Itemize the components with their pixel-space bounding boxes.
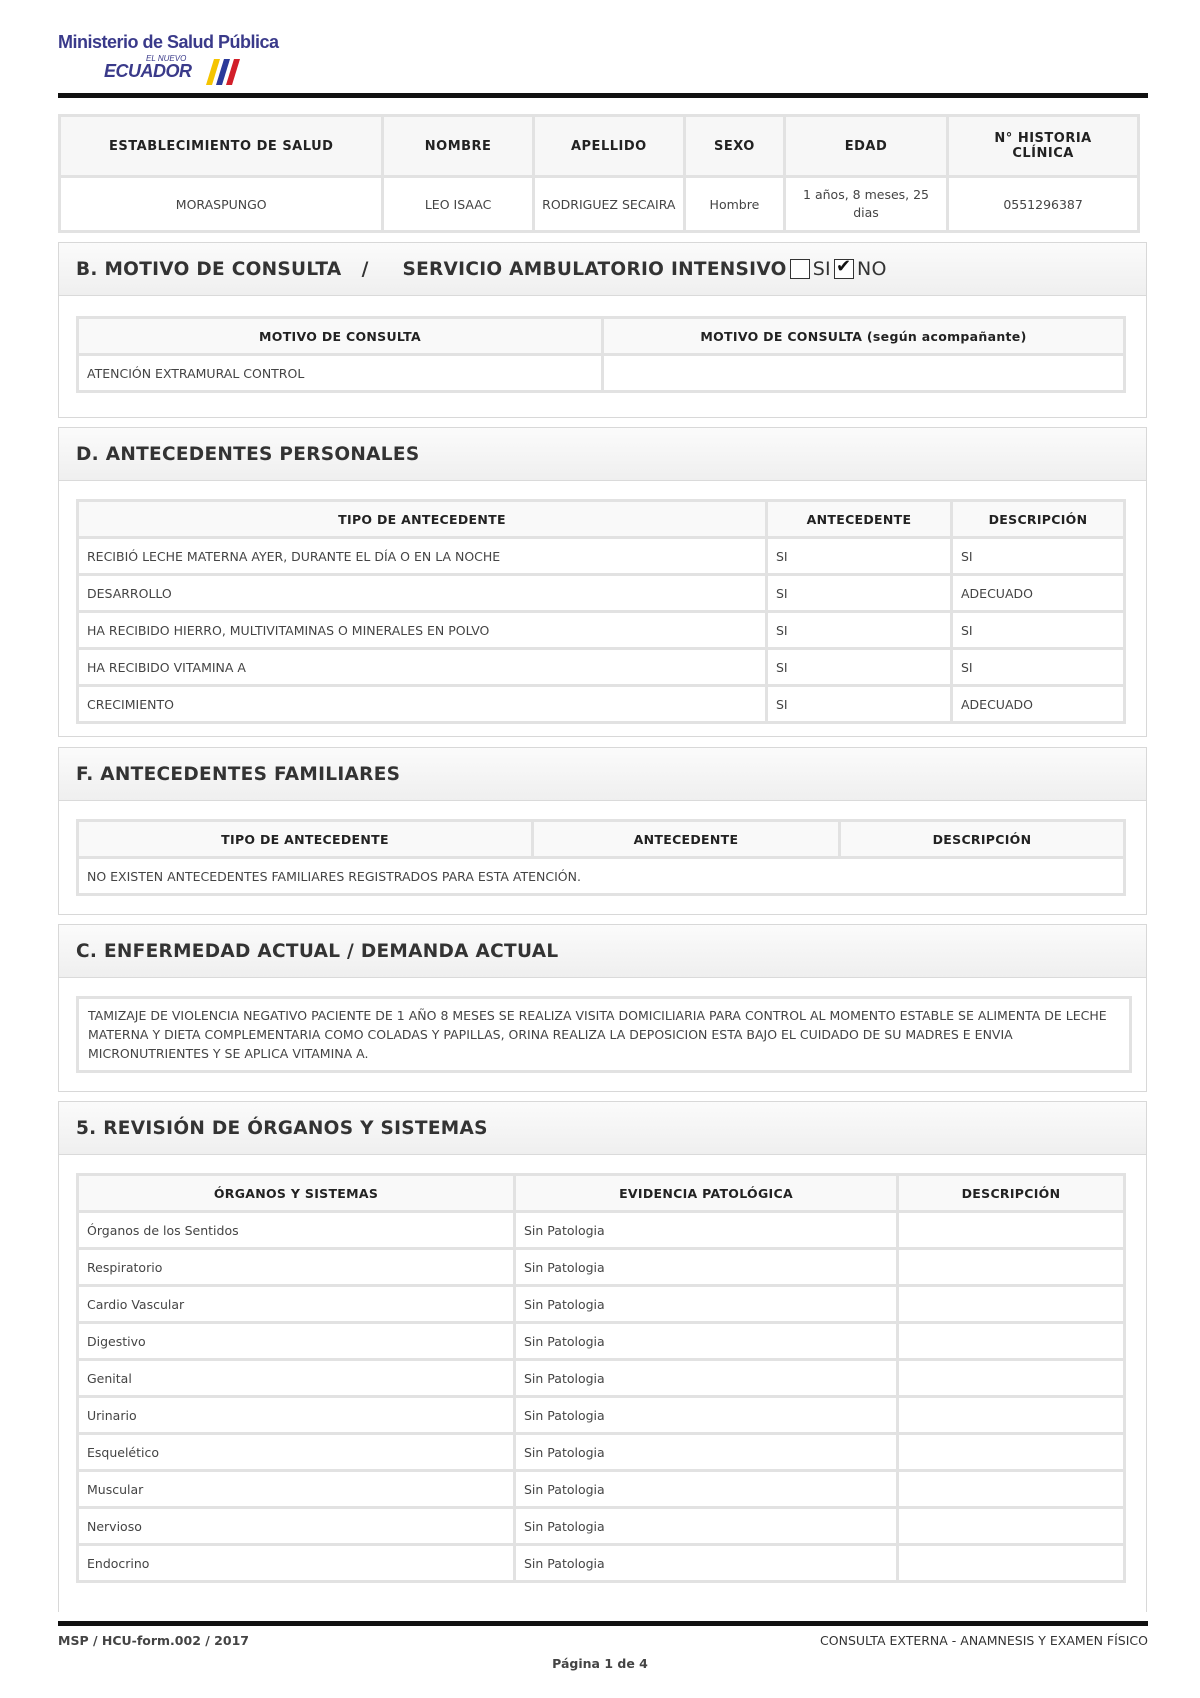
cell-tipo: DESARROLLO xyxy=(78,575,767,612)
antecedentes-familiares-table xyxy=(76,819,1126,896)
table-row xyxy=(78,1323,1125,1360)
patient-info-table xyxy=(58,114,1140,233)
col-tipo-antecedente: TIPO DE ANTECEDENTE xyxy=(78,821,533,858)
antecedentes-familiares-panel xyxy=(58,747,1147,915)
cell-antecedente: SI xyxy=(767,538,952,575)
table-row xyxy=(78,1545,1125,1582)
ministry-logo xyxy=(58,30,278,90)
cell-descripcion: SI xyxy=(952,649,1125,686)
value-establecimiento: MORASPUNGO xyxy=(60,177,383,232)
cell-organo: Nervioso xyxy=(78,1508,515,1545)
cell-descripcion xyxy=(898,1286,1125,1323)
enfermedad-actual-heading: C. ENFERMEDAD ACTUAL / DEMANDA ACTUAL xyxy=(59,925,1146,978)
cell-antecedente: SI xyxy=(767,612,952,649)
ministry-name: Ministerio de Salud Pública xyxy=(58,32,279,52)
header-sexo: SEXO xyxy=(684,116,784,177)
cell-descripcion: SI xyxy=(952,612,1125,649)
checkmark-icon: ✔ xyxy=(835,256,852,277)
cell-motivo-acompanante xyxy=(603,355,1125,392)
cell-evidencia: Sin Patologia xyxy=(515,1249,898,1286)
motivo-consulta-heading xyxy=(59,243,1146,296)
document-type: CONSULTA EXTERNA - ANAMNESIS Y EXAMEN FÍSICO xyxy=(820,1633,1148,1648)
cell-evidencia: Sin Patologia xyxy=(515,1545,898,1582)
antecedentes-familiares-heading: F. ANTECEDENTES FAMILIARES xyxy=(59,748,1146,801)
checkbox-si[interactable] xyxy=(790,259,810,279)
col-organos: ÓRGANOS Y SISTEMAS xyxy=(78,1175,515,1212)
motivo-consulta-table xyxy=(76,316,1126,393)
page-number: Página 1 de 4 xyxy=(552,1656,648,1671)
value-apellido: RODRIGUEZ SECAIRA xyxy=(533,177,684,232)
form-code: MSP / HCU-form.002 / 2017 xyxy=(58,1633,249,1648)
cell-organo: Urinario xyxy=(78,1397,515,1434)
empty-message: NO EXISTEN ANTECEDENTES FAMILIARES REGISTRADOS PARA ESTA ATENCIÓN. xyxy=(78,858,1125,895)
cell-organo: Órganos de los Sentidos xyxy=(78,1212,515,1249)
cell-descripcion xyxy=(898,1508,1125,1545)
header-edad: EDAD xyxy=(784,116,947,177)
header-historia-clinica: N° HISTORIA CLÍNICA xyxy=(948,116,1139,177)
revision-organos-heading: 5. REVISIÓN DE ÓRGANOS Y SISTEMAS xyxy=(59,1102,1146,1155)
cell-organo: Genital xyxy=(78,1360,515,1397)
col-descripcion: DESCRIPCIÓN xyxy=(952,501,1125,538)
table-row xyxy=(78,1212,1125,1249)
value-sexo: Hombre xyxy=(684,177,784,232)
table-row xyxy=(78,612,1125,649)
enfermedad-actual-text: TAMIZAJE DE VIOLENCIA NEGATIVO PACIENTE DE 1 AÑO 8 MESES SE REALIZA VISITA DOMICILIARIA PARA CONTROL AL MOMENTO ESTABLE SE ALIMENTA DE LECHE MATERNA Y DIETA COMPLEMENTARIA COMO COLADAS Y PAPILLAS, ORINA REALIZA LA DEPOSICION ESTA BAJO EL CUIDADO DE SU MADRES E ENVIA MICRONUTRIENTES Y SE APLICA VITAMINA A. xyxy=(76,996,1132,1073)
cell-descripcion xyxy=(898,1323,1125,1360)
cell-evidencia: Sin Patologia xyxy=(515,1323,898,1360)
table-row xyxy=(78,686,1125,723)
cell-organo: Cardio Vascular xyxy=(78,1286,515,1323)
col-motivo: MOTIVO DE CONSULTA xyxy=(78,318,603,355)
cell-descripcion xyxy=(898,1249,1125,1286)
header-establecimiento: ESTABLECIMIENTO DE SALUD xyxy=(60,116,383,177)
table-row xyxy=(78,649,1125,686)
option-no-label: NO xyxy=(856,258,887,280)
col-antecedente: ANTECEDENTE xyxy=(767,501,952,538)
option-si-label: SI xyxy=(812,258,831,280)
table-row xyxy=(78,1508,1125,1545)
table-row xyxy=(78,538,1125,575)
cell-organo: Muscular xyxy=(78,1471,515,1508)
col-evidencia: EVIDENCIA PATOLÓGICA xyxy=(515,1175,898,1212)
cell-descripcion xyxy=(898,1471,1125,1508)
cell-tipo: HA RECIBIDO VITAMINA A xyxy=(78,649,767,686)
header-nombre: NOMBRE xyxy=(383,116,533,177)
cell-motivo: ATENCIÓN EXTRAMURAL CONTROL xyxy=(78,355,603,392)
footer-rule xyxy=(58,1621,1148,1626)
cell-descripcion xyxy=(898,1212,1125,1249)
antecedentes-personales-table xyxy=(76,499,1126,724)
cell-organo: Respiratorio xyxy=(78,1249,515,1286)
cell-evidencia: Sin Patologia xyxy=(515,1508,898,1545)
cell-antecedente: SI xyxy=(767,575,952,612)
cell-descripcion: SI xyxy=(952,538,1125,575)
cell-descripcion: ADECUADO xyxy=(952,575,1125,612)
col-descripcion: DESCRIPCIÓN xyxy=(898,1175,1125,1212)
table-row xyxy=(78,1434,1125,1471)
cell-evidencia: Sin Patologia xyxy=(515,1471,898,1508)
header-rule xyxy=(58,93,1148,98)
col-descripcion: DESCRIPCIÓN xyxy=(840,821,1125,858)
cell-descripcion xyxy=(898,1360,1125,1397)
cell-evidencia: Sin Patologia xyxy=(515,1397,898,1434)
value-edad: 1 años, 8 meses, 25 dias xyxy=(784,177,947,232)
value-nombre: LEO ISAAC xyxy=(383,177,533,232)
logo-tagline: EL NUEVO xyxy=(146,54,187,63)
table-row xyxy=(78,1471,1125,1508)
cell-organo: Esquelético xyxy=(78,1434,515,1471)
flag-stripes-icon xyxy=(198,57,268,87)
table-row xyxy=(78,1360,1125,1397)
motivo-consulta-panel xyxy=(58,242,1147,418)
table-row xyxy=(78,1249,1125,1286)
cell-descripcion xyxy=(898,1434,1125,1471)
cell-antecedente: SI xyxy=(767,649,952,686)
table-row xyxy=(78,1286,1125,1323)
cell-evidencia: Sin Patologia xyxy=(515,1360,898,1397)
antecedentes-personales-heading: D. ANTECEDENTES PERSONALES xyxy=(59,428,1146,481)
cell-descripcion xyxy=(898,1397,1125,1434)
antecedentes-personales-panel xyxy=(58,427,1147,737)
cell-evidencia: Sin Patologia xyxy=(515,1434,898,1471)
cell-descripcion: ADECUADO xyxy=(952,686,1125,723)
logo-country: ECUADOR xyxy=(104,61,192,81)
cell-organo: Endocrino xyxy=(78,1545,515,1582)
table-row xyxy=(78,575,1125,612)
enfermedad-actual-panel xyxy=(58,924,1147,1092)
cell-tipo: HA RECIBIDO HIERRO, MULTIVITAMINAS O MINERALES EN POLVO xyxy=(78,612,767,649)
cell-descripcion xyxy=(898,1545,1125,1582)
revision-organos-panel xyxy=(58,1101,1147,1612)
table-row xyxy=(78,1397,1125,1434)
cell-organo: Digestivo xyxy=(78,1323,515,1360)
header-apellido: APELLIDO xyxy=(533,116,684,177)
col-tipo-antecedente: TIPO DE ANTECEDENTE xyxy=(78,501,767,538)
cell-evidencia: Sin Patologia xyxy=(515,1286,898,1323)
cell-antecedente: SI xyxy=(767,686,952,723)
cell-evidencia: Sin Patologia xyxy=(515,1212,898,1249)
col-motivo-acompanante: MOTIVO DE CONSULTA (según acompañante) xyxy=(603,318,1125,355)
revision-organos-table xyxy=(76,1173,1126,1583)
cell-tipo: CRECIMIENTO xyxy=(78,686,767,723)
value-historia-clinica: 0551296387 xyxy=(948,177,1139,232)
motivo-consulta-title: B. MOTIVO DE CONSULTA / SERVICIO AMBULATORIO INTENSIVO xyxy=(76,258,787,280)
checkbox-no[interactable] xyxy=(834,256,854,279)
cell-tipo: RECIBIÓ LECHE MATERNA AYER, DURANTE EL DÍA O EN LA NOCHE xyxy=(78,538,767,575)
col-antecedente: ANTECEDENTE xyxy=(533,821,840,858)
